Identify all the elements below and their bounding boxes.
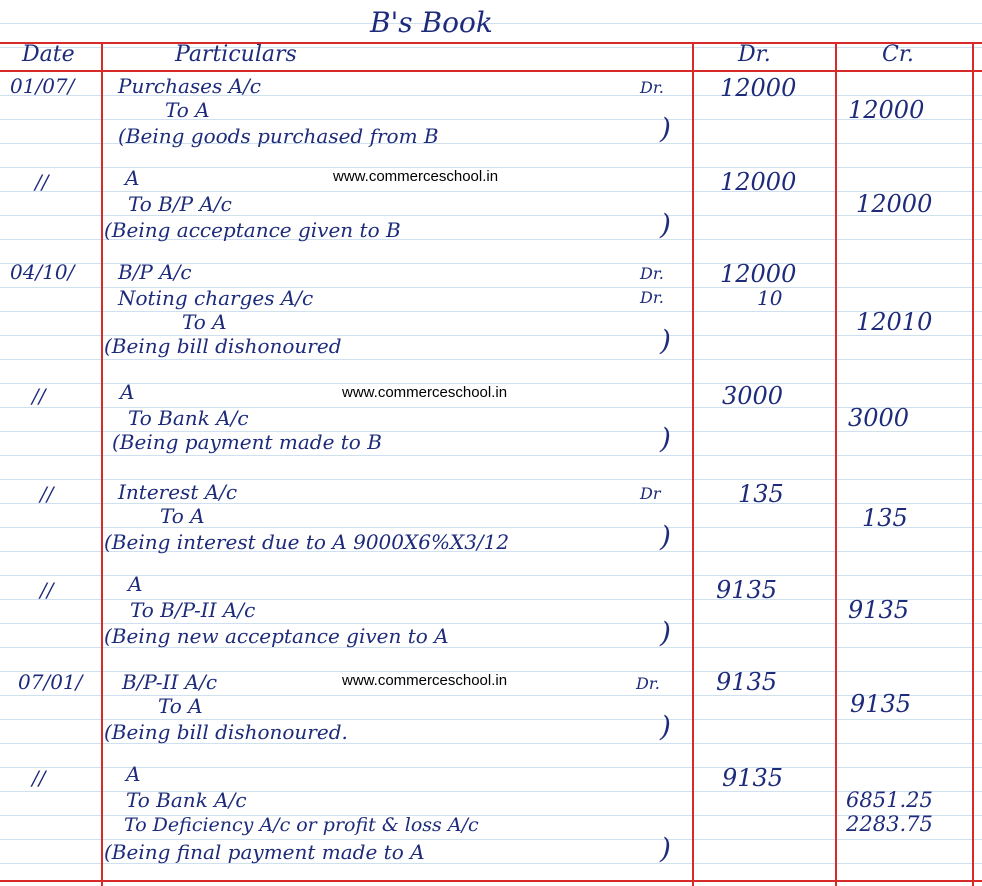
- watermark: www.commerceschool.in: [342, 672, 508, 689]
- entry-date: //: [40, 578, 54, 602]
- entry-credit-account: To A: [182, 310, 227, 334]
- entry-dr-amount: 9135: [722, 764, 784, 792]
- entry-dr-amount: 12000: [720, 74, 797, 102]
- entry-narration: (Being bill dishonoured.: [104, 720, 348, 744]
- narration-close-paren: ): [660, 112, 671, 145]
- narration-close-paren: ): [660, 324, 671, 357]
- entry-narration: (Being bill dishonoured: [104, 334, 342, 358]
- entry-dr-amount: 12000: [720, 168, 797, 196]
- entry-narration: (Being new acceptance given to A: [104, 624, 449, 648]
- entry-cr-amount: 9135: [848, 596, 910, 624]
- narration-close-paren: ): [660, 520, 671, 553]
- entry-debit-account: Noting charges A/c: [118, 286, 314, 310]
- dr-column-rule: [835, 42, 837, 886]
- entry-narration: (Being goods purchased from B: [118, 124, 439, 148]
- entry-dr-amount: 12000: [720, 260, 797, 288]
- dr-marker: Dr: [640, 484, 661, 503]
- narration-close-paren: ): [660, 208, 671, 241]
- header-dr: Dr.: [738, 42, 771, 67]
- entry-credit-account: To Bank A/c: [126, 788, 247, 812]
- narration-close-paren: ): [660, 710, 671, 743]
- narration-close-paren: ): [660, 616, 671, 649]
- entry-date: //: [35, 170, 49, 194]
- entry-narration: (Being payment made to B: [112, 430, 382, 454]
- entry-date: 04/10/: [10, 260, 75, 284]
- entry-credit-account: To A: [158, 694, 203, 718]
- dr-marker: Dr.: [640, 288, 664, 307]
- narration-close-paren: ): [660, 422, 671, 455]
- entry-dr-amount: 10: [757, 286, 783, 310]
- narration-close-paren: ): [660, 832, 671, 865]
- entry-debit-account: Purchases A/c: [118, 74, 262, 98]
- entry-credit-account: To B/P A/c: [128, 192, 232, 216]
- page-title: B's Book: [370, 6, 493, 39]
- entry-credit-account: To A: [160, 504, 205, 528]
- entry-debit-account: B/P-II A/c: [122, 670, 218, 694]
- entry-cr-amount: 12000: [856, 190, 933, 218]
- entry-date: //: [32, 384, 46, 408]
- entry-narration: (Being final payment made to A: [104, 840, 425, 864]
- entry-cr-amount: 12000: [848, 96, 925, 124]
- particulars-column-rule: [692, 42, 694, 886]
- entry-cr-amount: 2283.75: [846, 812, 933, 836]
- header-particulars: Particulars: [175, 42, 297, 67]
- entry-cr-amount: 9135: [850, 690, 912, 718]
- entry-debit-account: A: [120, 380, 135, 404]
- date-column-rule: [101, 42, 103, 886]
- header-cr: Cr.: [882, 42, 914, 67]
- entry-credit-account: To B/P-II A/c: [130, 598, 256, 622]
- entry-dr-amount: 9135: [716, 576, 778, 604]
- entry-cr-amount: 12010: [856, 308, 933, 336]
- watermark: www.commerceschool.in: [342, 384, 508, 401]
- entry-dr-amount: 9135: [716, 668, 778, 696]
- watermark: www.commerceschool.in: [333, 168, 499, 185]
- entry-debit-account: A: [128, 572, 143, 596]
- entry-debit-account: A: [125, 166, 140, 190]
- entry-credit-account: To A: [165, 98, 210, 122]
- entry-credit-account: To Bank A/c: [128, 406, 249, 430]
- entry-cr-amount: 3000: [848, 404, 910, 432]
- entry-debit-account: A: [126, 762, 141, 786]
- entry-date: 01/07/: [10, 74, 75, 98]
- entry-date: //: [40, 482, 54, 506]
- dr-marker: Dr.: [636, 674, 660, 693]
- entry-narration: (Being interest due to A 9000X6%X3/12: [104, 530, 510, 554]
- entry-credit-account: To Deficiency A/c or profit & loss A/c: [124, 814, 479, 836]
- entry-debit-account: Interest A/c: [118, 480, 238, 504]
- entry-date: //: [32, 766, 46, 790]
- entry-debit-account: B/P A/c: [118, 260, 192, 284]
- dr-marker: Dr.: [640, 264, 664, 283]
- entry-dr-amount: 135: [738, 480, 784, 508]
- cr-column-rule: [972, 42, 974, 886]
- entry-date: 07/01/: [18, 670, 83, 694]
- entry-cr-amount: 135: [862, 504, 908, 532]
- header-date: Date: [22, 42, 75, 67]
- entry-cr-amount: 6851.25: [846, 788, 933, 812]
- dr-marker: Dr.: [640, 78, 664, 97]
- entry-narration: (Being acceptance given to B: [104, 218, 401, 242]
- entry-dr-amount: 3000: [722, 382, 784, 410]
